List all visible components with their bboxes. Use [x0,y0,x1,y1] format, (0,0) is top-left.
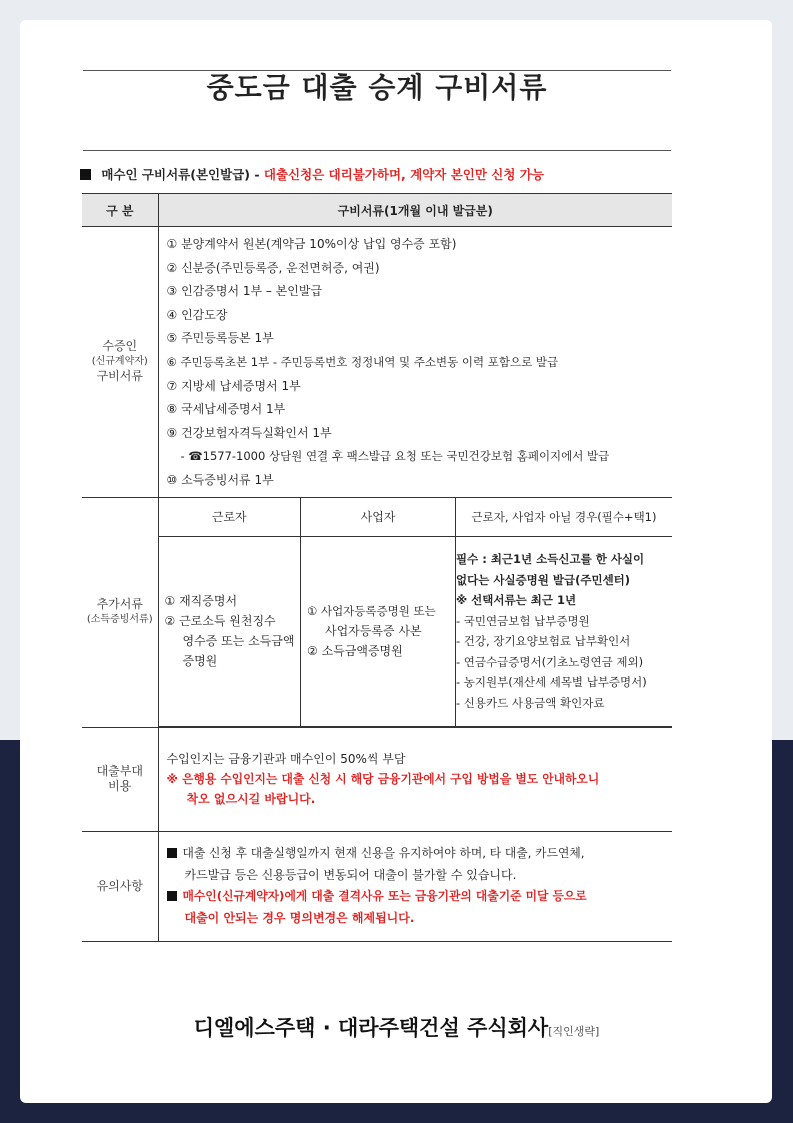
subheader-business: 사업자 [301,498,456,537]
notes-details: 대출 신청 후 대출실행일까지 현재 신용을 유지하여야 하며, 타 대출, 카드연체, 카드발급 등은 신용등급이 변동되어 대출이 불가할 수 있습니다. 매수인(신규계약자)에게 대출 결격사유 또는 금융기관의 대출기준 미달 등으로 대출이 안되는 경우 명의변경은 해제됩니다. [158,831,672,941]
extra-docs-cell [158,497,672,727]
list-item-note: - ☎1577-1000 상담원 연결 후 팩스발급 요청 또는 국민건강보험 홈페이지에서 발급 [180,449,610,464]
list-item: ⑧ 국세납세증명서 1부 [166,402,286,417]
table-row-extra [82,497,672,727]
square-bullet-icon [80,169,91,180]
notes-row-label: 유의사항 [82,831,158,941]
section-lead: 매수인 구비서류(본인발급) - [101,167,260,182]
list-item: ③ 인감증명서 1부 – 본인발급 [166,284,323,299]
list-item: ⑥ 주민등록초본 1부 - 주민등록번호 정정내역 및 주소변동 이력 포함으로 발급 [166,354,559,369]
title-bottom-rule [83,150,671,151]
subheader-other: 근로자, 사업자 아닐 경우(필수+택1) [456,498,673,537]
basic-document-list [158,227,672,498]
other-docs: 필수 : 최근1년 소득신고를 한 사실이 없다는 사실증명원 발급(주민센터) ※ 선택서류는 최근 1년 - 국민연금보험 납부증명원 - 건강, 장기요양보험료 납부확인서 - 연금수급증명서(기초노령연금 제외) - 농지원부(재산세 세목별 납부증명서) - 신용카드 사용금액 확인자료 [456,536,673,726]
list-item: ⑨ 건강보험자격득실확인서 1부 [166,425,332,440]
list-item: ⑤ 주민등록등본 1부 [166,331,274,346]
list-item: ① 분양계약서 원본(계약금 10%이상 납입 영수증 포함) [166,237,457,251]
company-name: 디엘에스주택 · 대라주택건설 주식회사 [193,1016,549,1040]
document-title: 중도금 대출 승계 구비서류 [206,71,548,104]
square-bullet-icon [167,891,177,901]
list-item: - 연금수급증명서(기초노령연금 제외) [456,654,644,669]
documents-table [82,193,672,942]
extra-subheader-row [159,498,673,537]
extra-docs-subtable [159,498,673,727]
list-item: - 국민연금보험 납부증명원 [456,613,590,628]
list-item: ④ 인감도장 [166,307,228,322]
list-item: - 신용카드 사용금액 확인자료 [456,695,605,710]
basic-row-label: 수증인 (신규계약자) 구비서류 [82,227,158,498]
header-documents: 구비서류(1개월 이내 발급분) [158,194,672,227]
list-item: ② 신분증(주민등록증, 운전면허증, 여권) [166,260,380,275]
stamp-omitted-note: [직인생략] [548,1025,600,1038]
section-heading [80,165,544,183]
subheader-worker: 근로자 [159,498,301,537]
fee-row-label: 대출부대 비용 [82,727,158,831]
header-category: 구 분 [82,194,158,227]
fee-details: 수입인지는 금융기관과 매수인이 50%씩 부담 ※ 은행용 수입인지는 대출 신청 시 해당 금융기관에서 구입 방법을 별도 안내하오니 착오 없으시길 바랍니다. [158,727,672,831]
table-header-row [82,194,672,227]
table-row-basic [82,227,672,498]
section-warning: 대출신청은 대리불가하며, 계약자 본인만 신청 가능 [263,167,544,182]
list-item: ⑦ 지방세 납세증명서 1부 [166,378,301,393]
extra-row-label: 추가서류 (소득증빙서류) [82,497,158,727]
table-row-fee [82,727,672,831]
list-item: - 농지원부(재산세 세목별 납부증명서) [456,675,647,690]
footer-company [0,1012,793,1042]
business-docs: ① 사업자등록증명원 또는 사업자등록증 사본 ② 소득금액증명원 [301,536,456,726]
square-bullet-icon [167,848,177,858]
extra-subbody-row [159,536,673,726]
list-item: - 건강, 장기요양보험료 납부확인서 [456,634,631,649]
table-row-notes [82,831,672,941]
list-item: ⑩ 소득증빙서류 1부 [166,472,274,487]
worker-docs: ① 재직증명서 ② 근로소득 원천징수 영수증 또는 소득금액 증명원 [159,536,301,726]
